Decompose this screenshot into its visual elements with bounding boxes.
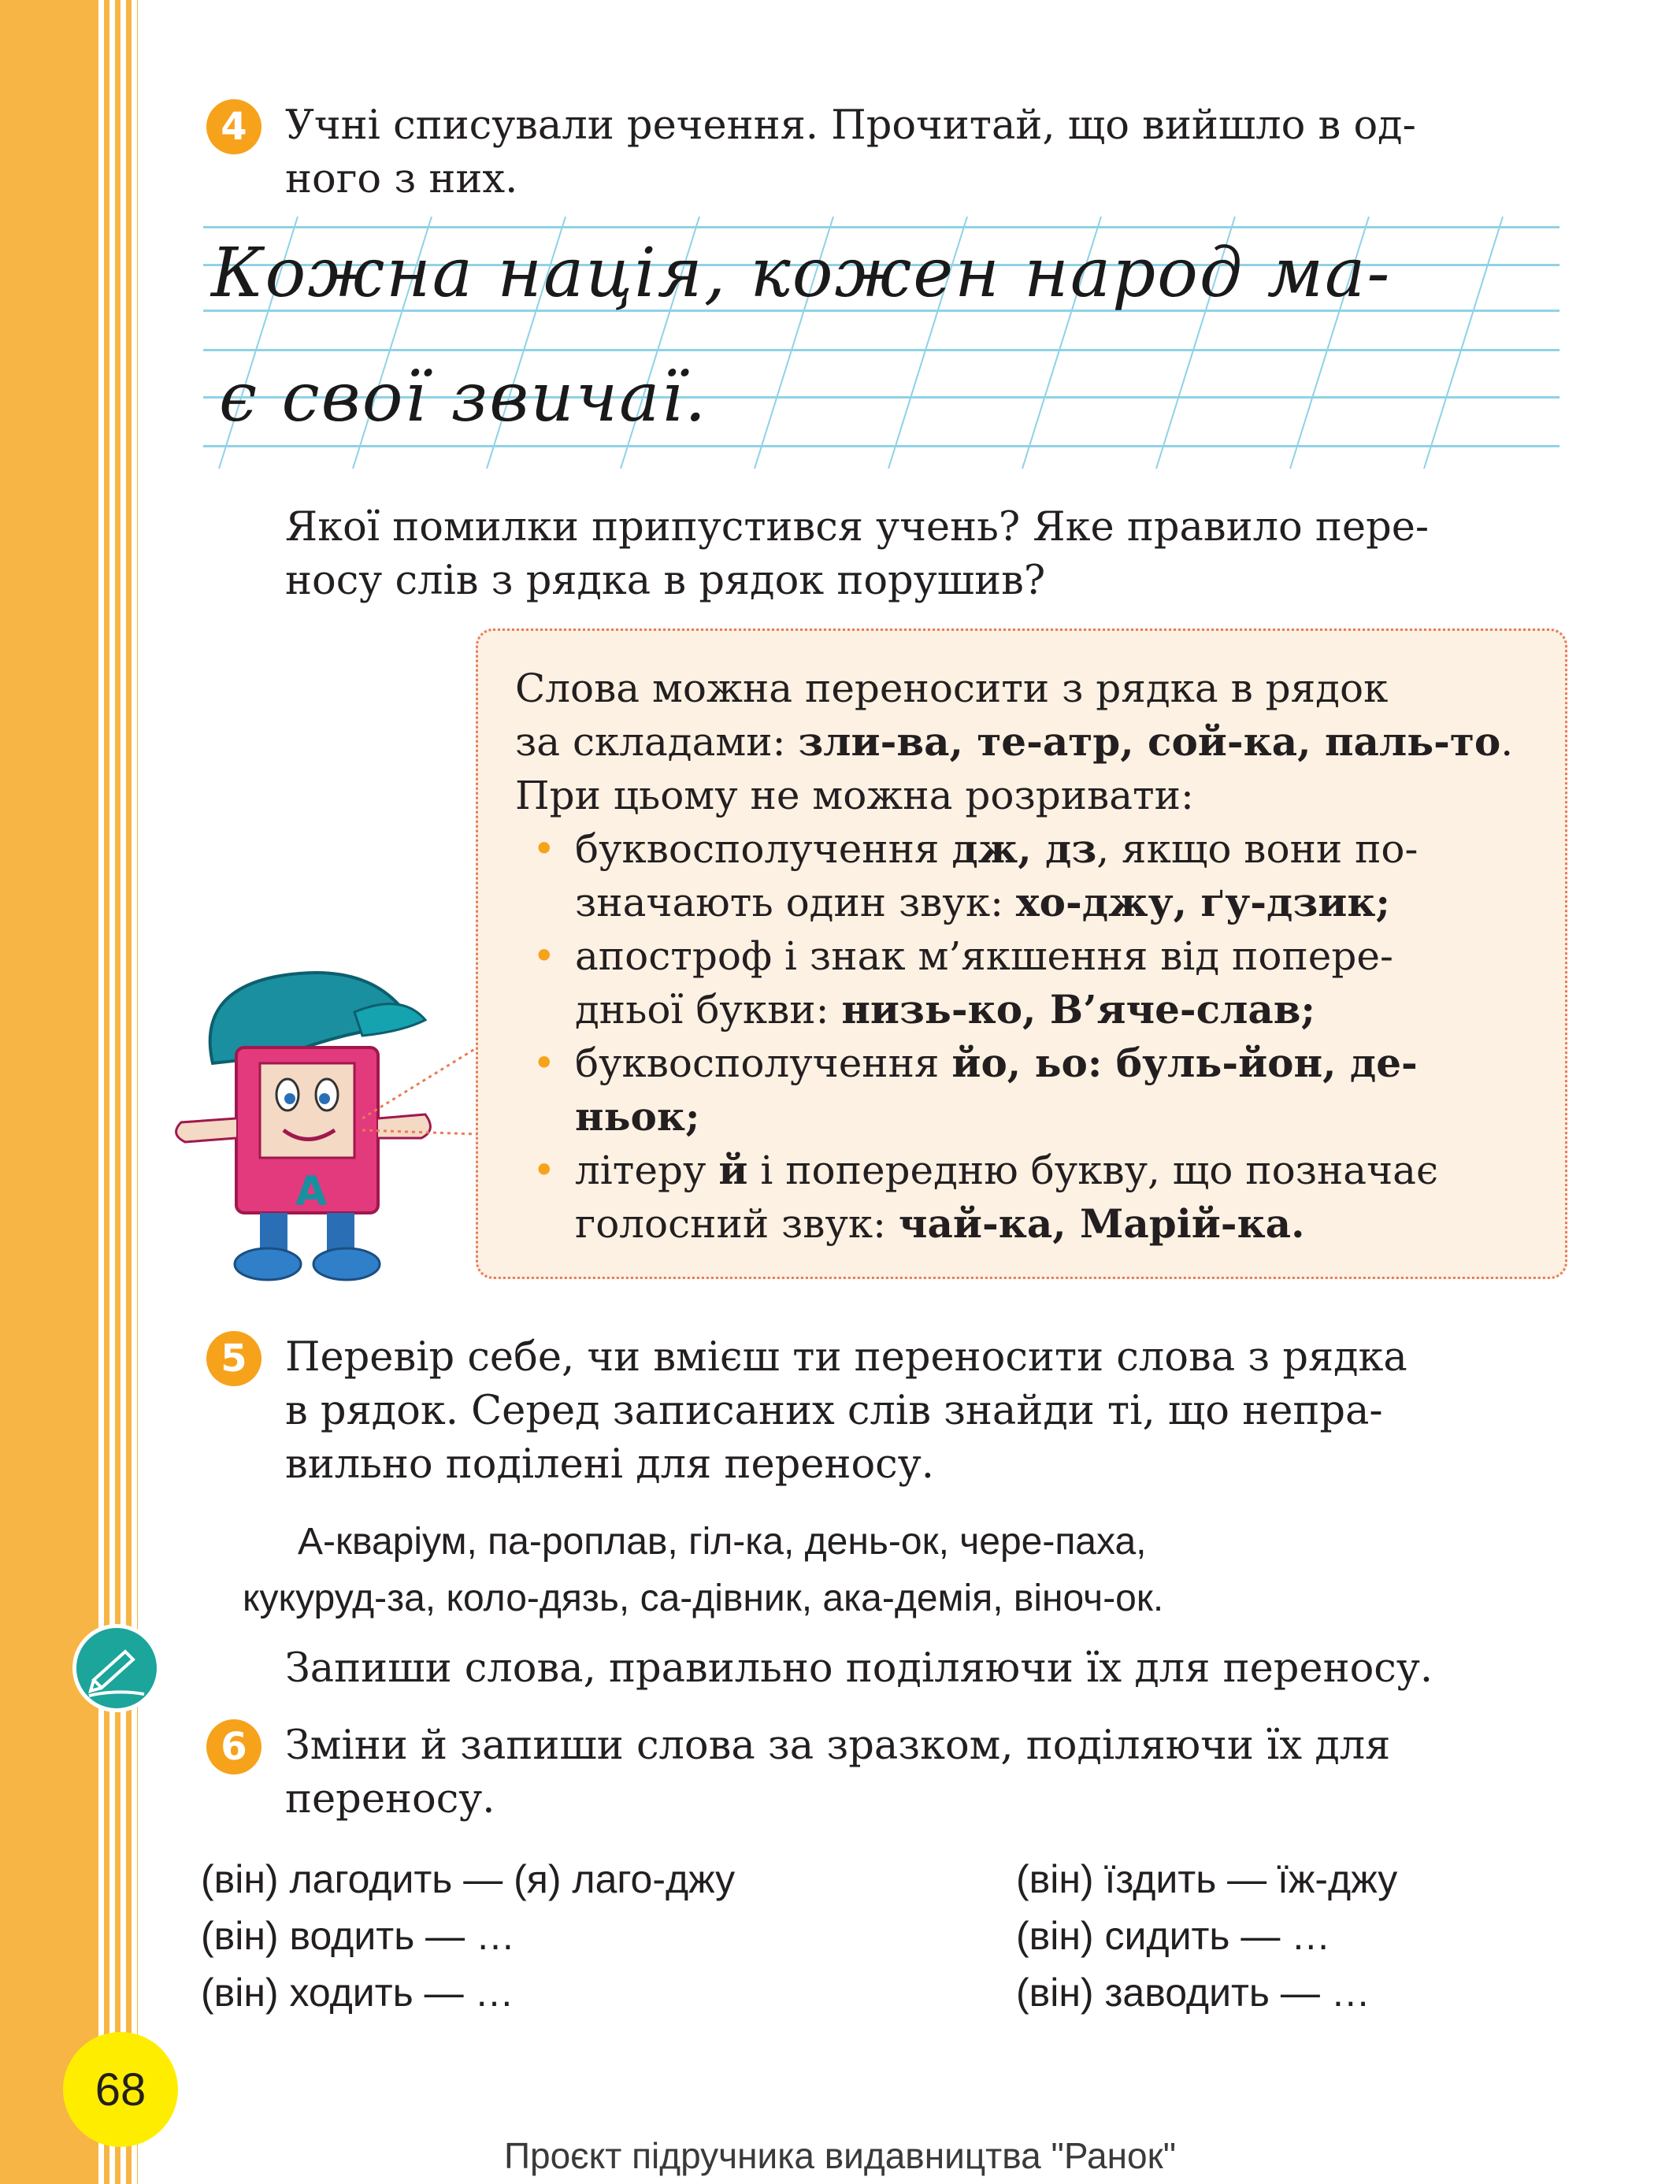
task-6-left-2: (він) водить — …: [201, 1914, 516, 1958]
rule-example: йо, ьо: буль-йон, де-: [951, 1040, 1418, 1086]
task-5-line-1: Перевір себе, чи вмієш ти переносити слова з рядка: [285, 1334, 1407, 1381]
task-4-line-1: Учні списували речення. Прочитай, що вийшло в од-: [285, 102, 1416, 149]
rule-item: [515, 822, 1523, 929]
rule-list: [515, 822, 1523, 1251]
task-6-right-2: (він) сидить — …: [1016, 1914, 1331, 1958]
rule-example: й: [718, 1147, 748, 1193]
rule-intro-2-examples: зли-ва, те-атр, сой-ка, паль-то: [798, 718, 1501, 765]
rule-example: чай-ка, Марій-ка.: [898, 1200, 1305, 1247]
rule-item-text: дньої букви:: [575, 987, 842, 1033]
rule-intro-1: Слова можна переносити з рядка в рядок: [515, 666, 1389, 711]
task-6-right-column: [1016, 1851, 1397, 2021]
task-4-text: [285, 99, 1561, 206]
task-5-words-line-1: А-кваріум, па-роплав, гіл-ка, день-ок, чере-паха,: [298, 1521, 1147, 1563]
task-6-number: 6: [221, 1725, 247, 1769]
task-4-question-line-1: Якої помилки припустився учень? Яке правило пере-: [285, 504, 1430, 551]
rule-item-text: значають один звук:: [575, 880, 1016, 925]
rule-intro-2-end: .: [1500, 719, 1514, 765]
task-5-badge: [206, 1331, 261, 1386]
rule-example: низь-ко, В’яче-слав;: [841, 986, 1315, 1033]
task-5-number: 5: [221, 1337, 247, 1381]
rule-item: [515, 929, 1523, 1036]
rule-item-text: буквосполучення: [575, 826, 952, 872]
task-6-line-2: переносу.: [285, 1776, 495, 1822]
ruled-line: [203, 226, 1559, 228]
footer-note: Проєкт підручника видавництва "Ранок": [503, 2135, 1177, 2176]
handwriting-lines: [203, 217, 1559, 469]
rule-intro-3: При цьому не можна розривати:: [515, 773, 1194, 818]
rule-example: хо-джу, ґу-дзик;: [1015, 879, 1390, 925]
task-4-line-2: ного з них.: [285, 156, 518, 202]
task-4-number: 4: [221, 105, 247, 149]
task-4-question-line-2: носу слів з рядка в рядок порушив?: [285, 558, 1046, 604]
task-6-right-1: (він) їздить — їж-джу: [1016, 1857, 1398, 1901]
task-5-words-line-2: кукуруд-за, коло-дязь, са-дівник, ака-демія, віноч-ок.: [243, 1578, 1164, 1619]
ruled-line: [203, 445, 1559, 447]
rule-intro-2: [515, 715, 1523, 769]
rule-text: [515, 662, 1523, 1251]
speech-pointer: [362, 1024, 488, 1142]
handwriting-line-1: Кожна нація, кожен народ ма-: [211, 234, 1392, 313]
rule-item: [515, 1036, 1523, 1144]
task-5-line-3: вильно поділені для переносу.: [285, 1441, 934, 1488]
task-6-line-1: Зміни й запиши слова за зразком, поділяючи їх для: [285, 1722, 1391, 1769]
task-6-left-column: [201, 1851, 735, 2021]
mascot-letter: А: [295, 1168, 328, 1215]
write-pencil-icon: [72, 1624, 161, 1712]
rule-example: ньок;: [575, 1093, 700, 1140]
rule-example: дж, дз: [951, 825, 1097, 872]
task-5-write: Запиши слова, правильно поділяючи їх для переносу.: [285, 1645, 1433, 1692]
pencil-hand-icon: [76, 1628, 157, 1708]
rule-item-text: голосний звук:: [575, 1201, 899, 1247]
rule-item-text: літеру: [575, 1148, 719, 1193]
task-6-badge: [206, 1719, 261, 1774]
rule-intro-2-plain: за складами:: [515, 719, 799, 765]
task-4-questions: [285, 501, 1561, 608]
ruled-line: [203, 349, 1559, 351]
rule-item-text: апостроф і знак м’якшення від попере-: [575, 933, 1393, 979]
task-6-left-1: (він) лагодить — (я) лаго-джу: [201, 1857, 736, 1901]
task-5-line-2: в рядок. Серед записаних слів знайди ті, що непра-: [285, 1388, 1383, 1434]
task-6-left-3: (він) ходить — …: [201, 1971, 514, 2015]
handwriting-line-2: є свої звичаї.: [219, 358, 708, 437]
page-number: 68: [63, 2032, 178, 2147]
task-4-badge: [206, 99, 261, 154]
task-6-text: [285, 1719, 1561, 1826]
rule-item-text: , якщо вони по-: [1096, 826, 1419, 872]
rule-item-text: буквосполучення: [575, 1040, 952, 1086]
task-6-right-3: (він) заводить — …: [1016, 1971, 1370, 2015]
page-margin-stripes: [93, 0, 137, 2184]
rule-item: [515, 1144, 1523, 1251]
task-5-words: [243, 1514, 1534, 1627]
rule-item-text: і попередню букву, що позначає: [747, 1148, 1438, 1193]
task-5-text: [285, 1331, 1561, 1492]
